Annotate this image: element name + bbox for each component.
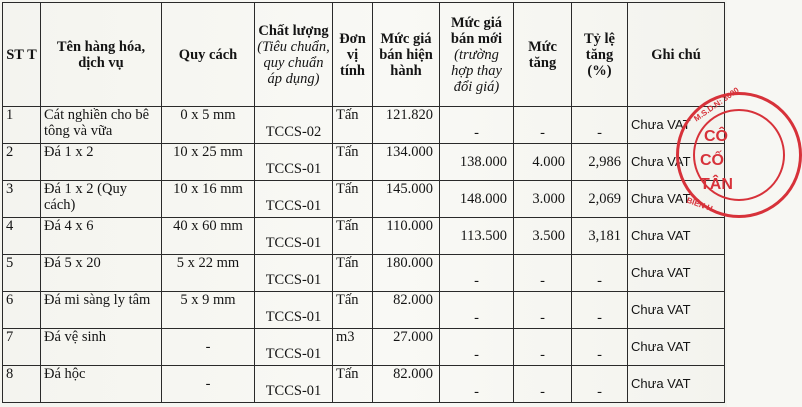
header-new-price-sub: (trường hợp thay đổi giá) [451,46,502,95]
cell-note: Chưa VAT [628,144,725,181]
cell-new-price: - [440,366,514,403]
cell-stt: 8 [3,366,41,403]
stamp-line-2: CỐ [700,152,724,169]
cell-rate: - [572,292,628,329]
cell-spec: 10 x 25 mm [162,144,255,181]
cell-stt: 5 [3,255,41,292]
header-note: Ghi chú [628,3,725,107]
cell-current-price: 82.000 [373,366,440,403]
header-current-price: Mức giá bán hiện hành [373,3,440,107]
cell-increase: - [514,329,572,366]
cell-current-price: 134.000 [373,144,440,181]
header-rate: Tỷ lệ tăng (%) [572,3,628,107]
cell-note: Chưa VAT [628,107,725,144]
cell-standard: TCCS-01 [255,255,333,292]
stamp-line-3: TÂN [700,176,733,193]
cell-standard: TCCS-02 [255,107,333,144]
cell-standard: TCCS-01 [255,366,333,403]
cell-name: Đá vệ sinh [41,329,162,366]
table-row [3,218,725,255]
cell-rate: - [572,107,628,144]
cell-increase: - [514,292,572,329]
cell-name: Đá 5 x 20 [41,255,162,292]
cell-name: Đá 1 x 2 (Quy cách) [41,181,162,218]
table-row [3,329,725,366]
cell-new-price: - [440,292,514,329]
cell-standard: TCCS-01 [255,292,333,329]
cell-new-price: - [440,329,514,366]
cell-name: Đá mi sàng ly tâm [41,292,162,329]
cell-name: Cát nghiền cho bê tông và vữa [41,107,162,144]
header-new-price-title: Mức giá bán mới [450,14,503,47]
cell-rate: 2,069 [572,181,628,218]
cell-name: Đá 1 x 2 [41,144,162,181]
cell-note: Chưa VAT [628,292,725,329]
table-row [3,181,725,218]
header-new-price [440,3,514,107]
header-unit: Đơn vị tính [333,3,373,107]
cell-increase: 3.500 [514,218,572,255]
header-increase: Mức tăng [514,3,572,107]
cell-unit: Tấn [333,218,373,255]
cell-unit: Tấn [333,366,373,403]
table-row [3,366,725,403]
cell-stt: 6 [3,292,41,329]
cell-rate: - [572,366,628,403]
cell-spec: - [162,329,255,366]
cell-unit: Tấn [333,107,373,144]
cell-note: Chưa VAT [628,366,725,403]
header-quality [255,3,333,107]
cell-current-price: 145.000 [373,181,440,218]
cell-rate: 2,986 [572,144,628,181]
cell-current-price: 82.000 [373,292,440,329]
table-row [3,255,725,292]
cell-standard: TCCS-01 [255,144,333,181]
cell-spec: 5 x 22 mm [162,255,255,292]
cell-increase: 3.000 [514,181,572,218]
cell-stt: 3 [3,181,41,218]
cell-increase: - [514,255,572,292]
price-table [2,2,725,403]
cell-new-price: 113.500 [440,218,514,255]
cell-spec: 0 x 5 mm [162,107,255,144]
cell-spec: - [162,366,255,403]
cell-new-price: - [440,107,514,144]
cell-name: Đá hộc [41,366,162,403]
cell-spec: 40 x 60 mm [162,218,255,255]
table-row [3,144,725,181]
cell-unit: Tấn [333,255,373,292]
cell-note: Chưa VAT [628,329,725,366]
cell-current-price: 180.000 [373,255,440,292]
cell-rate: - [572,255,628,292]
cell-rate: - [572,329,628,366]
header-row [3,3,725,107]
cell-spec: 5 x 9 mm [162,292,255,329]
cell-stt: 2 [3,144,41,181]
cell-new-price: 138.000 [440,144,514,181]
cell-stt: 4 [3,218,41,255]
cell-standard: TCCS-01 [255,329,333,366]
cell-unit: m3 [333,329,373,366]
cell-increase: 4.000 [514,144,572,181]
cell-note: Chưa VAT [628,255,725,292]
cell-unit: Tấn [333,144,373,181]
cell-note: Chưa VAT [628,181,725,218]
cell-note: Chưa VAT [628,218,725,255]
header-spec: Quy cách [162,3,255,107]
cell-current-price: 110.000 [373,218,440,255]
cell-stt: 7 [3,329,41,366]
cell-stt: 1 [3,107,41,144]
header-quality-sub: (Tiêu chuẩn, quy chuẩn áp dụng) [257,38,330,87]
cell-rate: 3,181 [572,218,628,255]
cell-unit: Tấn [333,292,373,329]
table-row [3,292,725,329]
header-name: Tên hàng hóa, dịch vụ [41,3,162,107]
cell-standard: TCCS-01 [255,218,333,255]
cell-spec: 10 x 16 mm [162,181,255,218]
cell-new-price: - [440,255,514,292]
cell-current-price: 27.000 [373,329,440,366]
stamp-line-1: CÔ [704,128,728,145]
cell-unit: Tấn [333,181,373,218]
table-row [3,107,725,144]
cell-standard: TCCS-01 [255,181,333,218]
header-quality-title: Chất lượng [258,22,329,39]
stamp-bottom-arc: BIÊN H [685,195,714,214]
header-stt: ST T [3,3,41,107]
stamp-top-arc: M.S.D.N: 3600 [692,85,741,124]
cell-increase: - [514,107,572,144]
cell-new-price: 148.000 [440,181,514,218]
cell-name: Đá 4 x 6 [41,218,162,255]
cell-increase: - [514,366,572,403]
cell-current-price: 121.820 [373,107,440,144]
